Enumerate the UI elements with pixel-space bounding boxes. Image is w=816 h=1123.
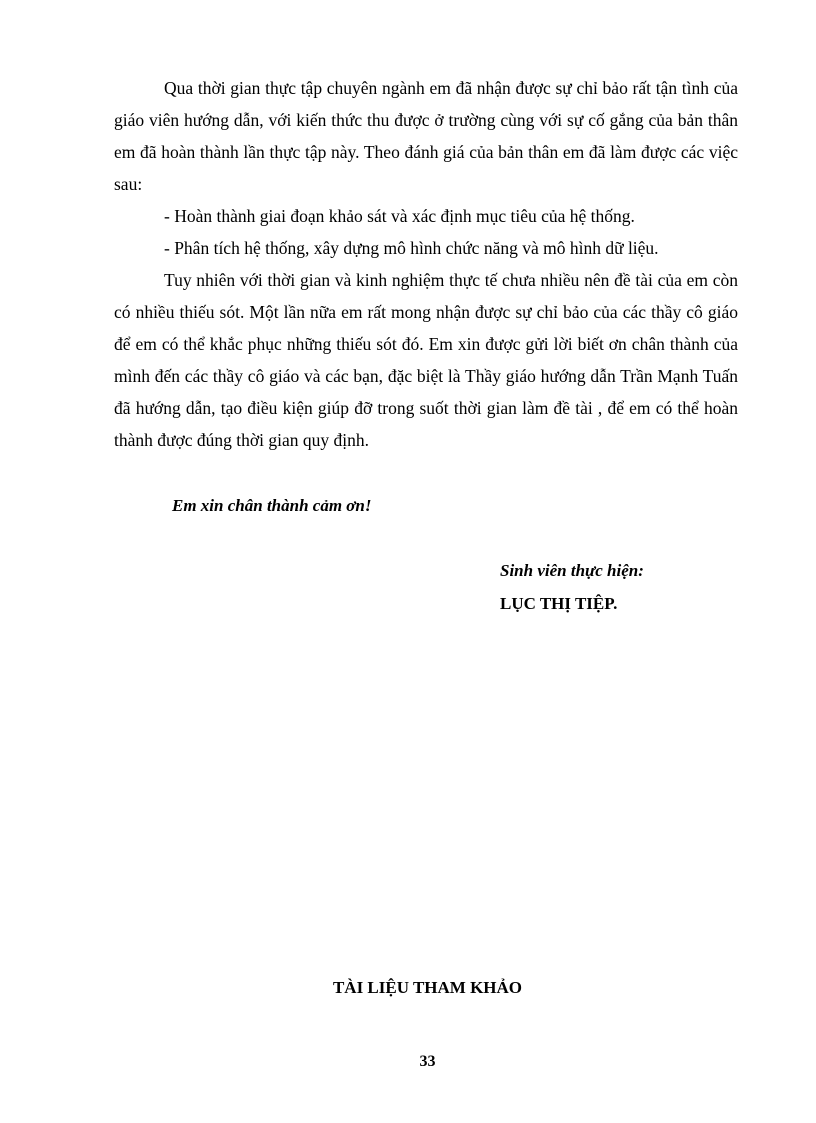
signer-role: Sinh viên thực hiện: <box>500 561 644 580</box>
thanks-line: Em xin chân thành cảm ơn! <box>172 496 372 515</box>
bullet-item-survey: - Hoàn thành giai đoạn khảo sát và xác định mục tiêu của hệ thống. <box>164 206 635 226</box>
bullet-item-analysis: - Phân tích hệ thống, xây dựng mô hình chức năng và mô hình dữ liệu. <box>164 238 659 258</box>
references-heading: TÀI LIỆU THAM KHẢO <box>332 978 523 997</box>
page-number: 33 <box>419 1053 436 1070</box>
signer-name: LỤC THỊ TIỆP. <box>500 594 618 613</box>
intro-paragraph: Qua thời gian thực tập chuyên ngành em đã nhận được sự chỉ bảo rất tận tình của giáo viên hướng dẫn, với kiến thức thu được ở trường cùng với sự cố gắng của bản thân em đã hoàn thành lần thực tập này. Theo đánh giá của bản thân em đã làm được các việc sau: <box>114 78 738 194</box>
closing-paragraph: Tuy nhiên với thời gian và kinh nghiệm thực tế chưa nhiều nên đề tài của em còn có nhiều thiếu sót. Một lần nữa em rất mong nhận được sự chỉ bảo của các thầy cô giáo để em có thể khắc phục những thiếu sót đó. Em xin được gửi lời biết ơn chân thành của mình đến các thầy cô giáo và các bạn, đặc biệt là Thầy giáo hướng dẫn Trần Mạnh Tuấn đã hướng dẫn, tạo điều kiện giúp đỡ trong suốt thời gian làm đề tài , để em có thể hoàn thành được đúng thời gian quy định. <box>114 270 738 450</box>
